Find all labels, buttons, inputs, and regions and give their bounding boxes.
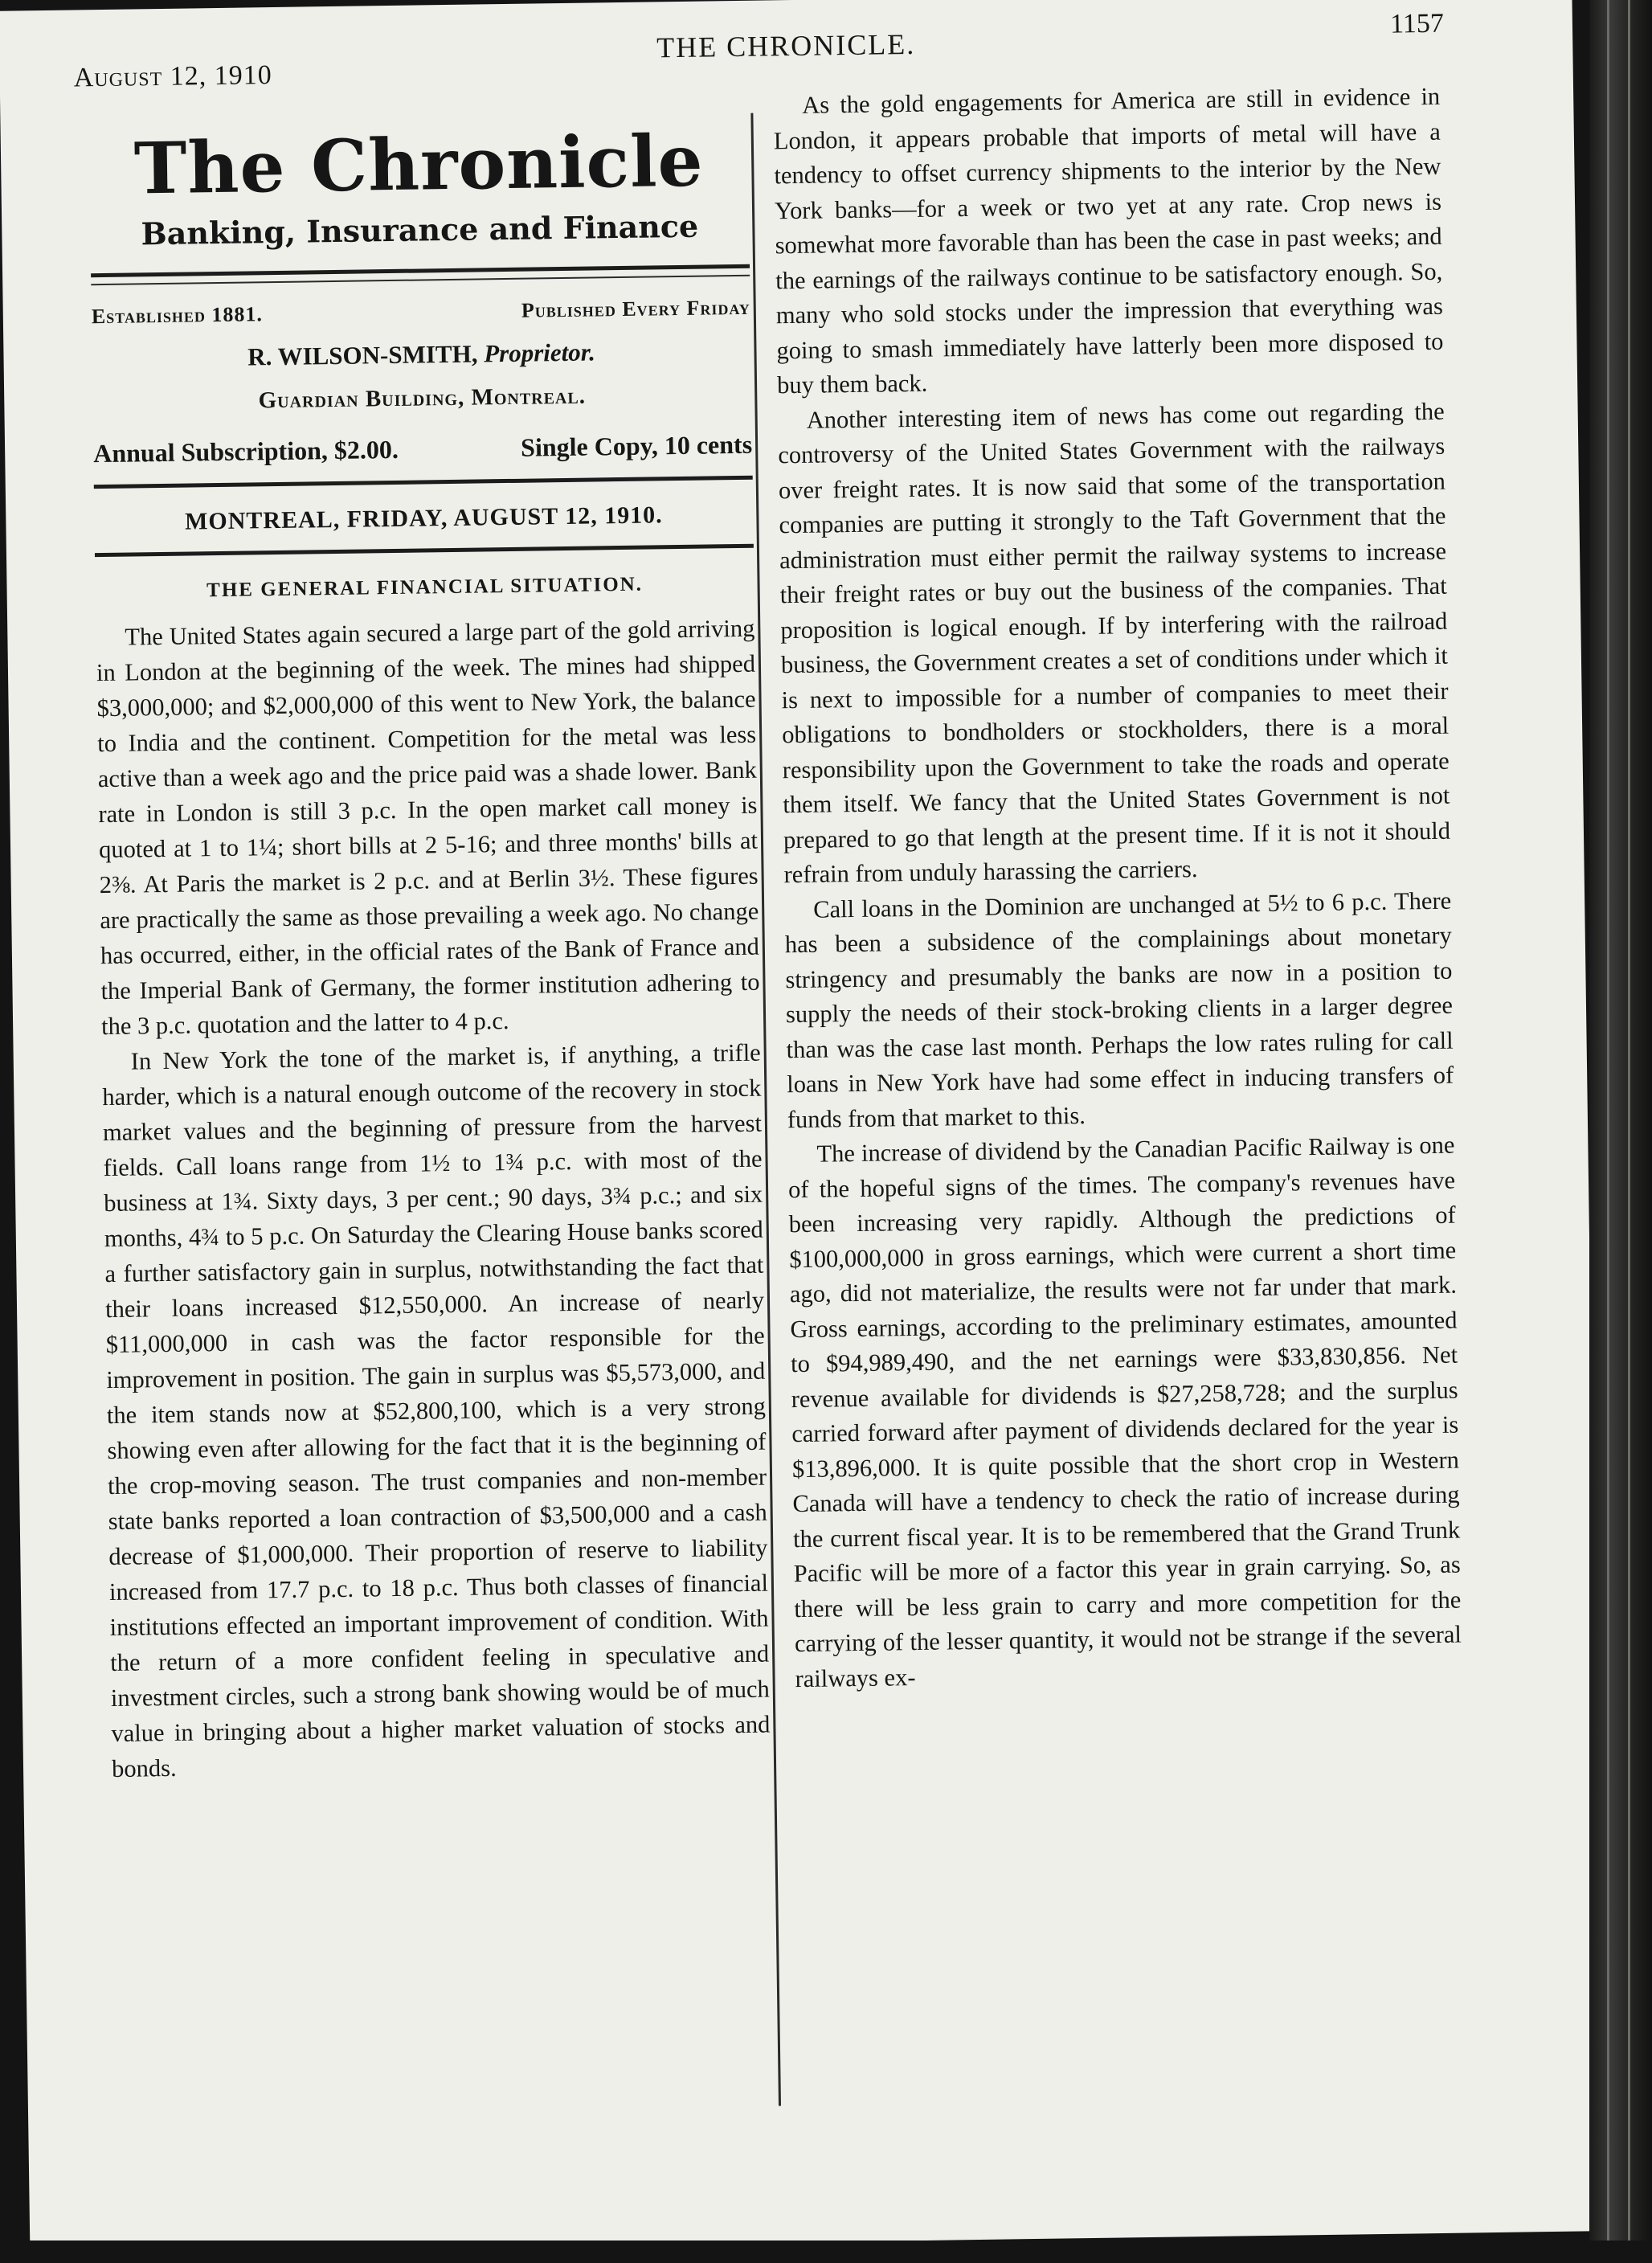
publication-schedule: Published Every Friday [521, 295, 750, 322]
left-column [89, 118, 771, 1786]
book-spine [1589, 0, 1652, 2263]
single-copy-price: Single Copy, 10 cents [520, 429, 753, 462]
article-paragraph: In New York the tone of the market is, if anything, a trifle harder, which is a natural enough outcome of the recovery in stock market values and the beginning of pressure from the harvest fields. Call loans range from 1½ to 1¾ p.c. with most of the business at 1¾. Sixty days, 3 per cent.; 90 days, 3¾ p.c.; and six months, 4¾ to 5 p.c. On Saturday the Clearing House banks scored a further satisfactory gain in surplus, notwithstanding the fact that their loans increased $12,550,000. An increase of nearly $11,000,000 in cash was the factor responsible for the improvement in position. The gain in surplus was $5,573,000, and the item stands now at $52,800,100, which is a very strong showing even after allowing for the fact that it is the beginning of the crop-moving season. The trust companies and non-member state banks reported a loan contraction of $3,500,000 and a cash decrease of $1,000,000. Their proportion of reserve to liability increased from 17.7 p.c. to 18 p.c. Thus both classes of financial institutions effected an important improvement of condition. With the return of a more confident feeling in speculative and investment circles, such a strong bank showing would be of much value in bringing about a higher market valuation of stocks and bonds. [102, 1038, 771, 1782]
masthead-rule-thin [91, 275, 750, 285]
article-paragraph: The United States again secured a large part of the gold arriving in London at the beginning of the week. The mines had shipped $3,000,000; and $2,000,000 of this went to New York, the balance to India and the continent. Competition for the metal was less active than a week ago and the price paid was a shade lower. Bank rate in London is still 3 p.c. In the open market call money is quoted at 1 to 1¼; short bills at 2 5-16; and three months' bills at 2⅜. At Paris the market is 2 p.c. and at Berlin 3½. These figures are practically the same as those prevailing a week ago. No change has occurred, either, in the official rates of the Bank of France and the Imperial Bank of Germany, the former institution adhering to the 3 p.c. quotation and the latter to 4 p.c. [96, 614, 760, 1040]
scan-border [0, 2240, 1652, 2263]
masthead-title: The Chronicle [133, 118, 705, 211]
masthead-meta-row [92, 296, 750, 329]
article-paragraph: The increase of dividend by the Canadian Pacific Railway is one of the hopeful signs of the times. The company's revenues have been increasing very rapidly. Although the predictions of $100,000,000 in gross earnings, which were current a short time ago, did not materialize, the results were not far under that mark. Gross earnings, according to the preliminary estimates, amounted to $94,989,490, and the net earnings were $33,830,856. Net revenue available for dividends is $27,258,728; and the surplus carried forward after payment of dividends declared for the year is $13,896,000. It is quite possible that the short crop in Western Canada will have a tendency to check the ratio of increase during the current fiscal year. It is to be remembered that the Grand Trunk Pacific will be more of a factor this year in grain carrying. So, as there will be less grain to carry and more competition for the carrying of the lesser quantity, it would not be strange if the several railways ex- [787, 1131, 1462, 1692]
established-note: Established 1881. [91, 302, 264, 329]
proprietor-name: R. WILSON-SMITH, [247, 339, 478, 371]
address-line: Guardian Building, Montreal. [258, 383, 587, 414]
article-paragraph: Another interesting item of news has come out regarding the controversy of the United States Government with the railways over freight rates. It is now said that some of the transportation companies are putting it strongly to the Taft Government that the administration must either permit the railway systems to increase their freight rates or buy out the business of the companies. That proposition is logical enough. If by interfering with the railroad business, the Government creates a set of conditions under which it is next to impossible for a number of companies to meet their obligations to bondholders or stockholders, there is a moral responsibility upon the Government to take the roads and operate them itself. We fancy that the United States Government is not prepared to go that length at the present time. If it is not it should refrain from unduly harassing the carriers. [778, 397, 1451, 889]
proprietor-line [92, 336, 750, 374]
article-paragraph: As the gold engagements for America are still in evidence in London, it appears probable that imports of metal will have a tendency to offset currency shipments to the interior by the New York banks—for a week or two yet at any rate. Crop news is somewhat more favorable than has been the case in past weeks; and the earnings of the railways continue to be satisfactory enough. So, many who sold stocks under the impression that everything was going to smash immediately have latterly been more disposed to buy them back. [773, 82, 1444, 399]
proprietor-role: Proprietor. [483, 338, 596, 368]
article-paragraph: Call loans in the Dominion are unchanged at 5½ to 6 p.c. There has been a subsidence of the complainings about monetary stringency and presumably the banks are now in a position to supply the needs of their stock-broking clients in a larger degree than was the case last month. Perhaps the low rates ruling for call loans in New York have had some effect in inducing transfers of funds from that market to this. [784, 886, 1454, 1133]
publication-title: THE CHRONICLE. [656, 27, 916, 64]
spine-edge-line [1628, 0, 1630, 2263]
masthead [89, 118, 754, 557]
article-heading: THE GENERAL FINANCIAL SITUATION. [206, 573, 644, 602]
issue-date: August 12, 1910 [73, 60, 272, 93]
right-column [773, 80, 1462, 1696]
page-number: 1157 [1389, 8, 1445, 39]
masthead-subtitle: Banking, Insurance and Finance [141, 207, 699, 252]
annual-subscription: Annual Subscription, $2.00. [92, 434, 399, 468]
spine-edge-line [1607, 0, 1609, 2263]
dateline-rule-top [94, 476, 753, 489]
dateline-rule-bottom [95, 544, 754, 557]
dateline: MONTREAL, FRIDAY, AUGUST 12, 1910. [184, 501, 663, 535]
running-head [0, 8, 1573, 93]
pricing-row [93, 430, 752, 469]
